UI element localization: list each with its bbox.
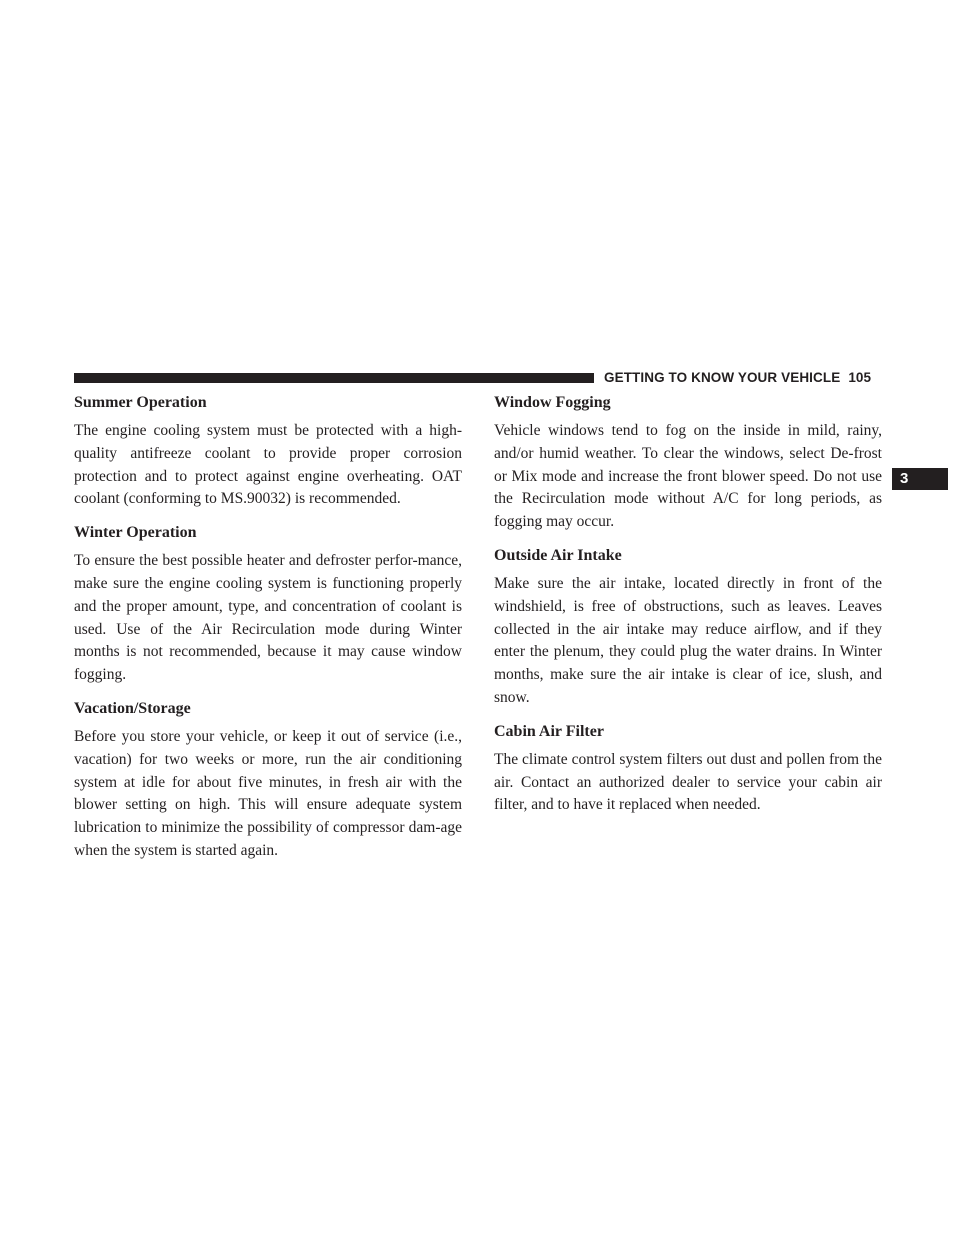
paragraph-outside-air-intake: Make sure the air intake, located directly in front of the windshield, is free of obstructions, such as leaves. Leaves collected in the air intake may reduce airflow, and if they enter the plenum, they could plug the water drains. In Winter months, make sure the air intake is clear of ice, slush, and snow. bbox=[494, 574, 882, 706]
paragraph-vacation-storage: Before you store your vehicle, or keep it out of service (i.e., vacation) for two weeks or more, run the air conditioning system at idle for about five minutes, in fresh air with the blower setting on high. This will ensure adequate system lubrication to minimize the possibility of compressor dam-age when the system is started again. bbox=[74, 727, 462, 859]
heading-winter-operation: Winter Operation bbox=[74, 524, 197, 542]
heading-summer-operation: Summer Operation bbox=[74, 394, 207, 411]
heading-cabin-air-filter: Cabin Air Filter bbox=[494, 722, 604, 740]
chapter-tab: 3 bbox=[892, 468, 948, 490]
left-column bbox=[74, 393, 462, 875]
page-number: 105 bbox=[848, 370, 872, 385]
heading-window-fogging: Window Fogging bbox=[494, 394, 611, 411]
heading-outside-air-intake: Outside Air Intake bbox=[494, 546, 622, 564]
running-header bbox=[604, 370, 871, 386]
heading-vacation-storage: Vacation/Storage bbox=[74, 699, 191, 717]
header-rule bbox=[74, 373, 594, 383]
section-title: GETTING TO KNOW YOUR VEHICLE bbox=[604, 370, 841, 385]
right-column bbox=[494, 393, 882, 829]
paragraph-summer-operation: The engine cooling system must be protected with a high-quality antifreeze coolant to provide proper corrosion protection and to protect against engine overheating. OAT coolant (conforming to MS.90032) is recommended. bbox=[74, 422, 462, 508]
paragraph-window-fogging: Vehicle windows tend to fog on the inside in mild, rainy, and/or humid weather. To clear the windows, select De-frost or Mix mode and increase the front blower speed. Do not use the Recirculation mode without A/C for long periods, as fogging may occur. bbox=[494, 422, 882, 531]
paragraph-winter-operation: To ensure the best possible heater and defroster perfor-mance, make sure the engine cooling system is functioning properly and the proper amount, type, and concentration of coolant is used. Use of the Air Recirculation mode during Winter months is not recommended, because it may cause window fogging. bbox=[74, 552, 462, 684]
paragraph-cabin-air-filter: The climate control system filters out dust and pollen from the air. Contact an authorized dealer to service your cabin air filter, and to have it replaced when needed. bbox=[494, 750, 882, 814]
